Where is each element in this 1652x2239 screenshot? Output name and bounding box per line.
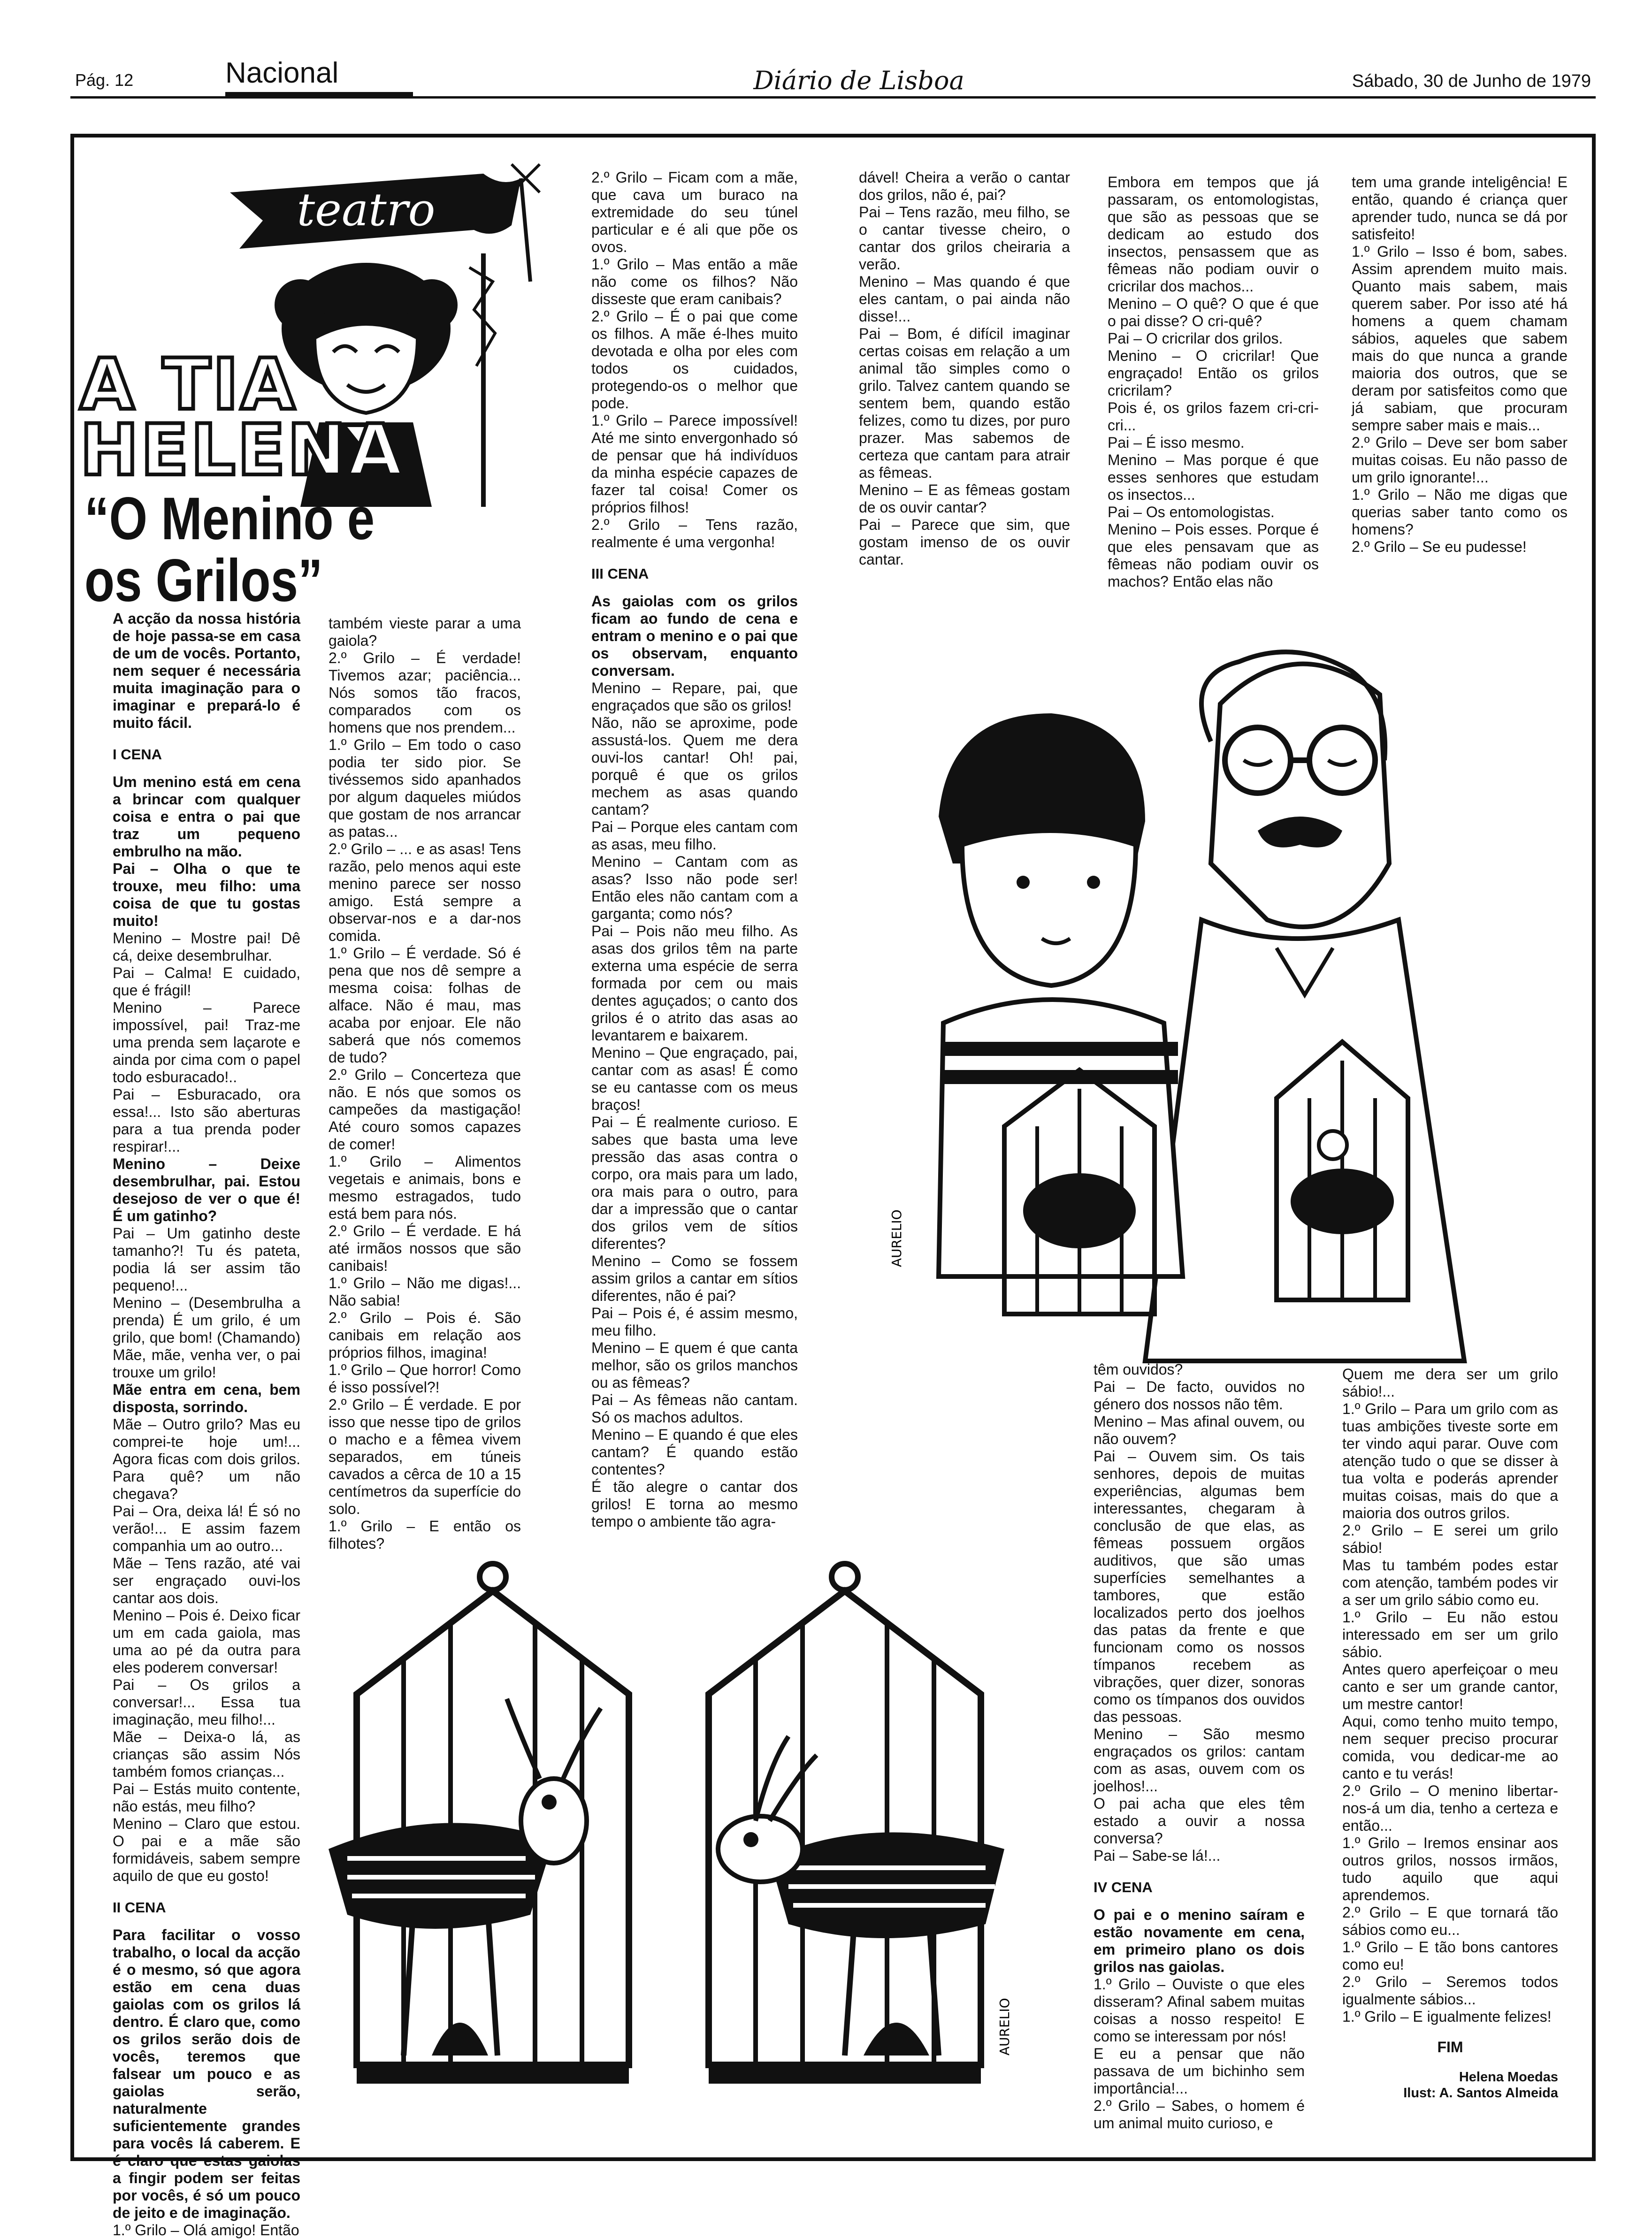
dialogue-line: Menino – Como se fossem assim grilos a cantar em sítios diferentes, não é pai? xyxy=(591,1253,798,1304)
column-3 xyxy=(591,169,798,1530)
stage-direction: Um menino está em cena a brincar com qualquer coisa e entra o pai que traz um pequeno embrulho na mão. xyxy=(113,773,300,860)
dialogue-line: Menino – Que engraçado, pai, cantar com as asas! É como se eu cantasse com os meus braços! xyxy=(591,1044,798,1113)
dialogue-line: Pai – É realmente curioso. E sabes que basta uma leve pressão das asas contra o corpo, ora mais para um lado, ora mais para o outro, para dar a impressão que o cantar dos grilos vem de sítios diferentes? xyxy=(591,1114,798,1252)
scene-heading: IV CENA xyxy=(1094,1879,1153,1895)
left-cricket-icon xyxy=(329,1699,601,2056)
dialogue-line: Mãe – Outro grilo? Mas eu comprei-te hoje um!... Agora ficas com dois grilos. Para quê? um não chegava? xyxy=(113,1416,300,1502)
illustrator-signature: AURELIO xyxy=(997,1998,1012,2056)
dialogue-line: Menino – E as fêmeas gostam de os ouvir cantar? xyxy=(859,481,1070,516)
story-title: “O Menino e os Grilos” xyxy=(84,485,375,614)
dialogue-line: 2.º Grilo – É verdade! Tivemos azar; paciência... Nós somos tão fracos, comparados com os homens que nos prendem... xyxy=(329,650,521,736)
dialogue-line: Pai – Os entomologistas. xyxy=(1108,504,1275,520)
column-7 xyxy=(1094,1361,1305,2140)
dialogue-line: 1.º Grilo – Olá amigo! Então xyxy=(113,2222,299,2239)
dialogue-line: Menino – Deixe desembrulhar, pai. Estou desejoso de ver o que é! É um gatinho? xyxy=(113,1155,300,1224)
column-2 xyxy=(329,615,521,1552)
dialogue-line: É tão alegre o cantar dos grilos! E torna ao mesmo tempo o ambiente tão agra- xyxy=(591,1478,798,1530)
dialogue-line: Pai – Um gatinho deste tamanho?! Tu és pateta, podia lá ser assim tão pequeno!... xyxy=(113,1225,300,1294)
dialogue-line: 2.º Grilo – Sabes, o homem é um animal muito curioso, e xyxy=(1094,2097,1305,2132)
scene-heading: III CENA xyxy=(591,565,649,582)
dialogue-line: 2.º Grilo – Tens razão, realmente é uma vergonha! xyxy=(591,516,798,550)
illustrator-credit: Ilust: A. Santos Almeida xyxy=(1403,2086,1558,2101)
series-line-1: A TIA xyxy=(80,344,297,426)
dialogue-line: Menino – São mesmo engraçados os grilos: cantam com as asas, ouvem com os joelhos!... xyxy=(1094,1726,1305,1795)
dialogue-line: Pai – Porque eles cantam com as asas, meu filho. xyxy=(591,818,798,853)
dialogue-line: 2.º Grilo – Ficam com a mãe, que cava um buraco na extremidade do seu túnel particular e é ali que põe os ovos. xyxy=(591,169,798,255)
dialogue-line: Menino – Mas porque é que esses senhores que estudam os insectos... xyxy=(1108,451,1319,503)
dialogue-line: Menino – E quando é que eles cantam? É quando estão contentes? xyxy=(591,1426,798,1478)
dialogue-line: 2.º Grilo – Pois é. São canibais em relação aos próprios filhos, imagina! xyxy=(329,1309,521,1361)
dialogue-line: 1.º Grilo – Para um grilo com as tuas ambições tiveste sorte em ter vindo aqui parar. Ouve com atenção tudo o que se disser à tua volta e poderás aprender muitas coisas, mais do que a maioria dos outros grilos. xyxy=(1342,1400,1558,1521)
dialogue-line: 1.º Grilo – E então os filhotes? xyxy=(329,1518,521,1552)
dialogue-line: tem uma grande inteligência! E então, quando é criança quer aprender tudo, nunca se dá por satisfeito! xyxy=(1352,174,1568,243)
dialogue-line: Menino – (Desembrulha a prenda) É um grilo, é um grilo, que bom! (Chamando) Mãe, mãe, venha ver, o pai trouxe um grilo! xyxy=(113,1294,300,1381)
issue-date: Sábado, 30 de Junho de 1979 xyxy=(1352,71,1591,91)
stage-direction: Para facilitar o vosso trabalho, o local da acção é o mesmo, só que agora estão em cena duas gaiolas com os grilos lá dentro. É claro que, como os grilos serão dois de vocês, teremos que falsear um pouco e as gaiolas serão, naturalmente suficientemente grandes para vocês lá caberem. E é claro que estas gaiolas a fingir podem ser feitas por vocês, é só um pouco de jeito e de imaginação. xyxy=(113,1926,300,2221)
dialogue-line: Menino – Mas quando é que eles cantam, o pai ainda não disse!... xyxy=(859,273,1070,325)
dialogue-line: Menino – Parece impossível, pai! Traz-me uma prenda sem laçarote e ainda por cima com o papel todo esburacado!.. xyxy=(113,999,300,1085)
dialogue-line: 2.º Grilo – É o pai que come os filhos. A mãe é-lhes muito devotada e olha por eles com todos os cuidados, protegendo-os o melhor que pode. xyxy=(591,308,798,412)
dialogue-line: Menino – Mas afinal ouvem, ou não ouvem? xyxy=(1094,1413,1305,1447)
dialogue-line: Pai – Calma! E cuidado, que é frágil! xyxy=(113,964,300,999)
dialogue-line: Aqui, como tenho muito tempo, nem sequer preciso procurar comida, vou dedicar-me ao canto e tu verás! xyxy=(1342,1713,1558,1782)
dialogue-line: 1.º Grilo – Que horror! Como é isso possível?! xyxy=(329,1361,521,1396)
dialogue-line: Mãe – Tens razão, até vai ser engraçado ouvi-los cantar aos dois. xyxy=(113,1555,300,1606)
dialogue-line: 1.º Grilo – Em todo o caso podia ter sido pior. Se tivéssemos sido apanhados por algum daqueles miúdos que gostam de nos arrancar as patas... xyxy=(329,736,521,840)
dialogue-line: Menino – Repare, pai, que engraçados que são os grilos! xyxy=(591,680,798,714)
dialogue-line: Pai – Ouvem sim. Os tais senhores, depois de muitas experiências, algumas bem interessantes, chegaram à conclusão de que elas, as fêmeas possuem orgãos auditivos, que são umas superfícies semelhantes a tambores, que estão localizados perto dos joelhos das patas da frente e que funcionam como os nossos tímpanos recebem as vibrações, quer dizer, sonoras como os tímpanos dos ouvidos das pessoas. xyxy=(1094,1448,1305,1725)
dialogue-line: 1.º Grilo – Ouviste o que eles disseram? Afinal sabem muitas coisas a nosso respeito! E como se interessam por nós! xyxy=(1094,1976,1305,2045)
illustrator-signature: AURELIO xyxy=(889,1209,904,1267)
dialogue-line: Pois é, os grilos fazem cri-cri-cri... xyxy=(1108,399,1319,434)
dialogue-line: Pai – Estás muito contente, não estás, meu filho? xyxy=(113,1781,300,1815)
dialogue-line: Pai – Olha o que te trouxe, meu filho: uma coisa de que tu gostas muito! xyxy=(113,860,300,929)
dialogue-line: 2.º Grilo – O menino libertar-nos-á um dia, tenho a certeza e então... xyxy=(1342,1782,1558,1834)
dialogue-line: 2.º Grilo – E que tornará tão sábios como eu... xyxy=(1342,1904,1558,1938)
dialogue-line: Pai – De facto, ouvidos no género dos nossos não têm. xyxy=(1094,1378,1305,1413)
dialogue-line: 1.º Grilo – Não me digas!... Não sabia! xyxy=(329,1275,521,1309)
father-figure xyxy=(1145,652,1464,1361)
dialogue-line: Menino – Cantam com as asas? Isso não pode ser! Então eles não cantam com a garganta; como nós? xyxy=(591,853,798,922)
stage-direction: As gaiolas com os grilos ficam ao fundo de cena e entram o menino e o pai que os observam, enquanto conversam. xyxy=(591,593,798,679)
dialogue-line: Pai – Sabe-se lá!... xyxy=(1094,1847,1221,1864)
dialogue-line: Mas tu também podes estar com atenção, também podes vir a ser um grilo sábio como eu. xyxy=(1342,1557,1558,1608)
dialogue-line: Pai – Bom, é difícil imaginar certas coisas em relação a um animal tão simples como o grilo. Talvez cantem quando se sentem bem, quando estão felizes, como tu dizes, por puro prazer. Mas sabemos de certeza que cantam para atrair as fêmeas. xyxy=(859,325,1070,481)
dialogue-line: 2.º Grilo – Seremos todos igualmente sábios... xyxy=(1342,1973,1558,2008)
dialogue-line: 1.º Grilo – Iremos ensinar aos outros grilos, nossos irmãos, tudo aquilo que aqui aprendemos. xyxy=(1342,1834,1558,1903)
crickets-in-cages-illustration xyxy=(319,1558,1023,2102)
header-divider xyxy=(70,96,1596,99)
dialogue-line: Pai – Parece que sim, que gostam imenso de os ouvir cantar. xyxy=(859,516,1070,568)
dialogue-line: Pai – É isso mesmo. xyxy=(1108,434,1245,451)
dialogue-line: Quem me dera ser um grilo sábio!... xyxy=(1342,1366,1558,1400)
dialogue-line: 1.º Grilo – E tão bons cantores como eu! xyxy=(1342,1939,1558,1973)
series-line-2: HELENA xyxy=(80,410,405,491)
stage-direction: O pai e o menino saíram e estão novamente em cena, em primeiro plano os dois grilos nas gaiolas. xyxy=(1094,1906,1305,1975)
dialogue-line: Menino – O quê? O que é que o pai disse? O cri-quê? xyxy=(1108,295,1319,329)
dialogue-line: Pai – Ora, deixa lá! É só no verão!... E assim fazem companhia um ao outro... xyxy=(113,1503,300,1554)
dialogue-line: 2.º Grilo – E serei um grilo sábio! xyxy=(1342,1522,1558,1556)
dialogue-line: Pai – Tens razão, meu filho, se o cantar tivesse cheiro, o cantar dos grilos cheiraria a verão. xyxy=(859,204,1070,273)
dialogue-line: Pai – Pois não meu filho. As asas dos grilos têm na parte externa uma espécie de serra formada por cem ou mais dentes aguçados; o canto dos grilos é o atrito das asas ao levantarem e baixarem. xyxy=(591,923,798,1044)
dialogue-line: 1.º Grilo – Alimentos vegetais e animais, bons e mesmo estragados, tudo está bem para nós. xyxy=(329,1153,521,1222)
page-number: Pág. 12 xyxy=(75,70,134,90)
dialogue-line: 2.º Grilo – Se eu pudesse! xyxy=(1352,538,1527,555)
dialogue-line: 1.º Grilo – Isso é bom, sabes. Assim aprendem muito mais. Quanto mais sabem, mais querem saber. Por isso até há homens a quem chamam sábios, aqueles que sabem mais do que nunca a grande maioria dos outros, que se deram por satisfeitos como que já sabiam, que procuram sempre saber mais e mais... xyxy=(1352,243,1568,434)
dialogue-line: 2.º Grilo – Concerteza que não. E nós que somos os campeões da mastigação! Até couro somos capazes de comer! xyxy=(329,1066,521,1153)
dialogue-line: Menino – Pois esses. Porque é que eles pensavam que as fêmeas não podiam ouvir os machos? Então elas não xyxy=(1108,521,1319,590)
dialogue-line: O pai acha que eles têm estado a ouvir a nossa conversa? xyxy=(1094,1795,1305,1847)
dialogue-line: Mãe – Deixa-o lá, as crianças são assim Nós também fomos crianças... xyxy=(113,1728,300,1780)
dialogue-line: 2.º Grilo – ... e as asas! Tens razão, pelo menos aqui este menino parece ser nosso amigo. Está sempre a observar-nos e a dar-nos comida. xyxy=(329,841,521,944)
author-credit: Helena Moedas xyxy=(1459,2070,1558,2085)
dialogue-line: Antes quero aperfeiçoar o meu canto e ser um grande cantor, um mestre cantor! xyxy=(1342,1661,1558,1712)
dialogue-line: Menino – Mostre pai! Dê cá, deixe desembrulhar. xyxy=(113,930,300,964)
dialogue-line: Não, não se aproxime, pode assustá-los. Quem me dera ouvi-los cantar! Oh! pai, porquê é que os grilos mechem as asas quando cantam? xyxy=(591,714,798,818)
scene-heading: II CENA xyxy=(113,1899,166,1916)
boy-and-father-illustration xyxy=(882,619,1492,1361)
dialogue-line: 1.º Grilo – É verdade. Só é pena que nos dê sempre a mesma coisa: folhas de alface. Não é mau, mas acaba por enjoar. Ele não saberá que nós comemos de tudo? xyxy=(329,945,521,1066)
end-mark: FIM xyxy=(1437,2039,1463,2056)
dialogue-line: dável! Cheira a verão o cantar dos grilos, não é, pai? xyxy=(859,169,1070,203)
dialogue-line: têm ouvidos? xyxy=(1094,1361,1183,1378)
stage-direction: Mãe entra em cena, bem disposta, sorrindo. xyxy=(113,1381,300,1415)
dialogue-line: 2.º Grilo – Deve ser bom saber muitas coisas. Eu não passo de um grilo ignorante!... xyxy=(1352,434,1568,486)
dialogue-line: 1.º Grilo – Parece impossível! Até me sinto envergonhado só de pensar que há indivíduos da minha espécie capazes de fazer tal coisa! Comer os próprios filhos! xyxy=(591,412,798,516)
dialogue-line: Pai – As fêmeas não cantam. Só os machos adultos. xyxy=(591,1391,798,1426)
teatro-label: teatro xyxy=(297,183,436,236)
dialogue-line: 1.º Grilo – Eu não estou interessado em ser um grilo sábio. xyxy=(1342,1609,1558,1660)
page-header xyxy=(70,56,1596,99)
dialogue-line: também vieste parar a uma gaiola? xyxy=(329,615,521,649)
dialogue-line: 1.º Grilo – Mas então a mãe não come os filhos? Não disseste que eram canibais? xyxy=(591,256,798,307)
dialogue-line: 1.º Grilo – E igualmente felizes! xyxy=(1342,2008,1552,2025)
dialogue-line: Pai – O cricrilar dos grilos. xyxy=(1108,330,1283,347)
column-6 xyxy=(1352,174,1568,587)
column-8 xyxy=(1342,1366,1558,2145)
dialogue-line: Menino – E quem é que canta melhor, são os grilos manchos ou as fêmeas? xyxy=(591,1339,798,1391)
scene-heading: I CENA xyxy=(113,746,162,763)
column-1 xyxy=(113,610,300,2239)
dialogue-line: 1.º Grilo – Não me digas que querias saber tanto como os homens? xyxy=(1352,486,1568,538)
dialogue-line: 2.º Grilo – É verdade. E por isso que nesse tipo de grilos o macho e a fêmea vivem separados, em túneis cavados a cêrca de 10 a 15 centímetros da superfície do solo. xyxy=(329,1396,521,1517)
dialogue-line: Embora em tempos que já passaram, os entomologistas, que são as pessoas que se dedicam ao estudo dos insectos, pensassem que as fêmeas não podiam ouvir o cricrilar dos machos... xyxy=(1108,174,1319,295)
dialogue-line: Pai – Pois é, é assim mesmo, meu filho. xyxy=(591,1305,798,1339)
dialogue-line: Pai – Esburacado, ora essa!... Isto são aberturas para a tua prenda poder respirar!... xyxy=(113,1086,300,1155)
dialogue-line: Menino – Pois é. Deixo ficar um em cada gaiola, mas uma ao pé da outra para eles poderem conversar! xyxy=(113,1607,300,1676)
masthead: Diário de Lisboa xyxy=(753,66,964,95)
section-name: Nacional xyxy=(225,57,339,89)
series-title xyxy=(80,344,405,491)
dialogue-line: Menino – Claro que estou. O pai e a mãe são formidáveis, sabem sempre aquilo de que eu gosto! xyxy=(113,1815,300,1884)
column-4 xyxy=(859,169,1070,582)
dialogue-line: Pai – Os grilos a conversar!... Essa tua imaginação, meu filho!... xyxy=(113,1676,300,1728)
dialogue-line: 2.º Grilo – É verdade. E há até irmãos nossos que são canibais! xyxy=(329,1223,521,1274)
dialogue-line: E eu a pensar que não passava de um bichinho sem importância!... xyxy=(1094,2045,1305,2097)
intro-text: A acção da nossa história de hoje passa-se em casa de um de vocês. Portanto, nem sequer é necessária muita imaginação para o imaginar e prepará-lo é muito fácil. xyxy=(113,610,300,731)
right-cricket-icon xyxy=(718,1736,1004,2056)
dialogue-line: Menino – O cricrilar! Que engraçado! Então os grilos cricrilam? xyxy=(1108,347,1319,399)
column-5 xyxy=(1108,174,1319,590)
